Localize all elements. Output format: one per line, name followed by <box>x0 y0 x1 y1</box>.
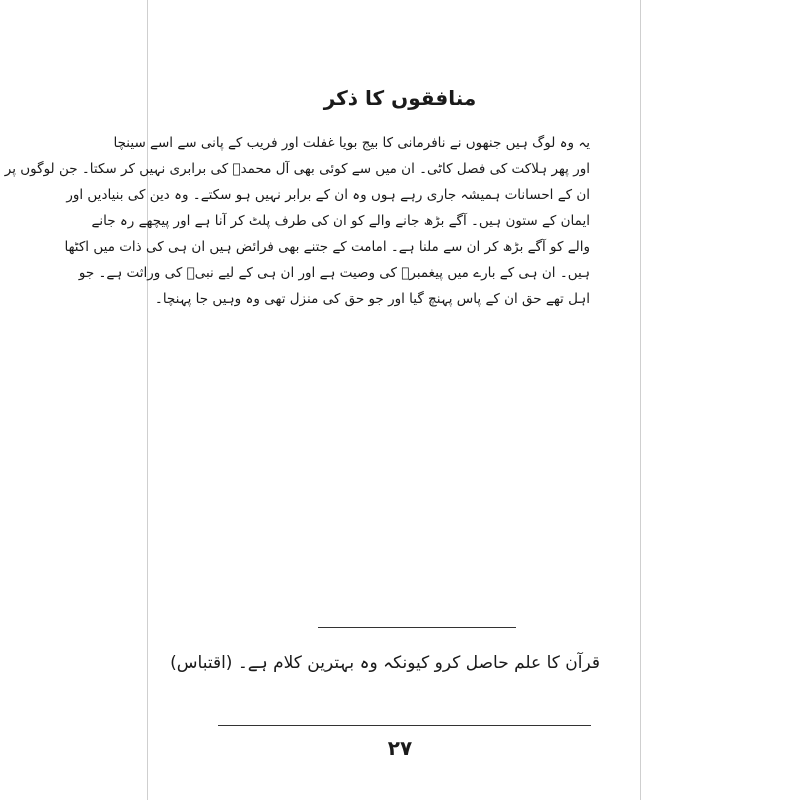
body-line: اور پھر ہلاکت کی فصل کاٹی۔ ان میں سے کوئی بھی آل محمدؐ کی برابری نہیں کر سکتا۔ جن لوگوں پر <box>4 161 590 177</box>
footer-quote: قرآن کا علم حاصل کرو کیونکہ وہ بہترین کلام ہے۔ (اقتباس) <box>170 653 600 673</box>
page-number: ۲۷ <box>387 736 413 760</box>
body-line: ایمان کے ستون ہیں۔ آگے بڑھ جانے والے کو ان کی طرف پلٹ کر آنا ہے اور پیچھے رہ جانے <box>91 213 590 229</box>
page-right-edge <box>640 0 641 800</box>
body-line: یہ وہ لوگ ہیں جنھوں نے نافرمانی کا بیج بویا غفلت اور فریب کے پانی سے اسے سینچا <box>113 135 590 151</box>
body-line: والے کو آگے بڑھ کر ان سے ملنا ہے۔ امامت کے جتنے بھی فرائض ہیں ان ہی کی ذات میں اکٹھا <box>64 239 590 255</box>
body-line: ان کے احسانات ہمیشہ جاری رہے ہوں وہ ان کے برابر نہیں ہو سکتے۔ وہ دین کی بنیادیں اور <box>66 187 590 203</box>
footer-separator <box>218 725 591 726</box>
quote-separator-top <box>318 627 516 628</box>
page-left-edge <box>147 0 148 800</box>
body-line-last: اہل تھے حق ان کے پاس پہنچ گیا اور جو حق کی منزل تھی وہ وہیں جا پہنچا۔ <box>154 291 590 307</box>
body-line: ہیں۔ ان ہی کے بارے میں پیغمبرؐ کی وصیت ہے اور ان ہی کے لیے نبیؐ کی وراثت ہے۔ جو <box>78 265 590 281</box>
body-paragraph <box>4 130 590 312</box>
page-title: منافقوں کا ذکر <box>323 86 477 110</box>
